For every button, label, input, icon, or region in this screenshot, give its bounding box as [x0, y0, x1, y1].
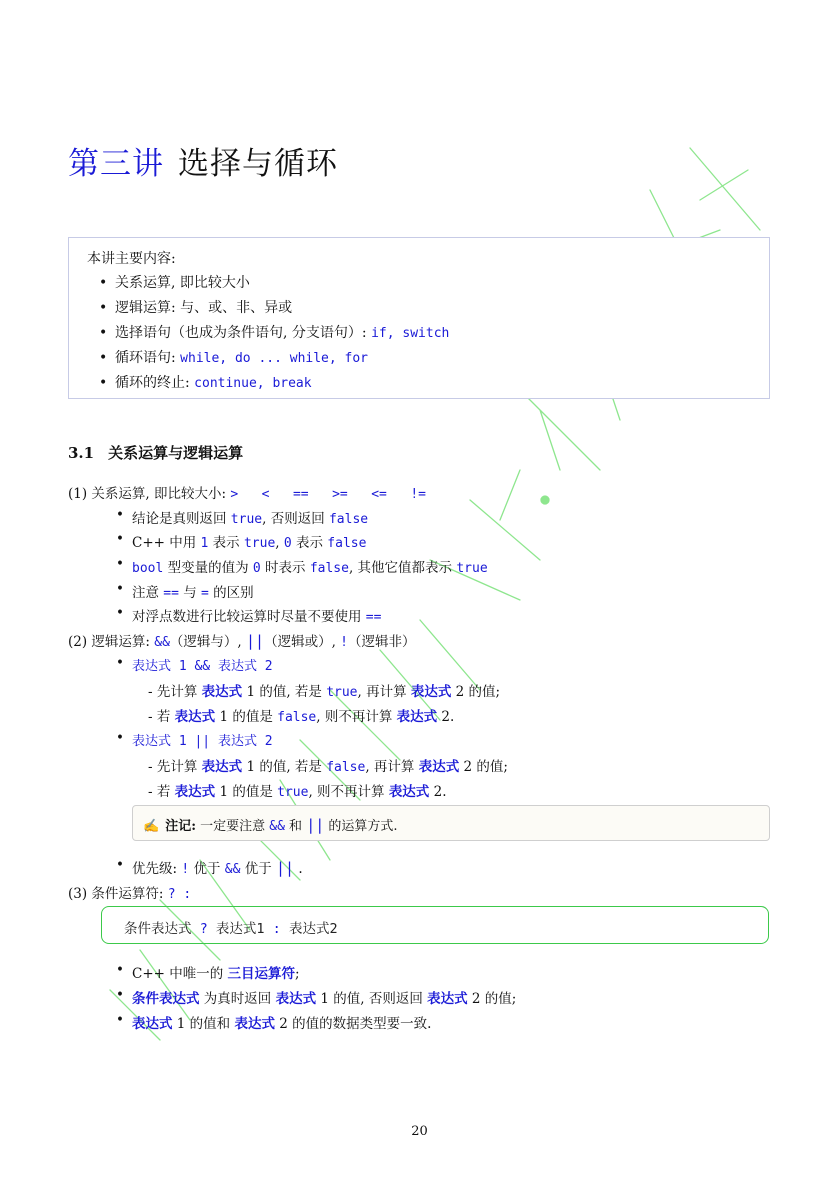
item2-head: (2) 逻辑运算: &&（逻辑与）, ||（逻辑或）, !（逻辑非）: [68, 632, 416, 650]
pen-icon: ✍: [143, 819, 160, 834]
expr-and-step1: - 先计算 表达式 1 的值, 若是 true, 再计算 表达式 2 的值;: [148, 684, 501, 700]
summary-item: • 选择语句（也成为条件语句, 分支语句）: if, switch: [99, 321, 449, 346]
precedence-bullet: • 优先级: ! 优于 && 优于 || .: [116, 857, 303, 877]
summary-item: • 循环语句: while, do ... while, for: [99, 346, 449, 371]
item1-head: (1) 关系运算, 即比较大小: > < == >= <= !=: [68, 486, 427, 502]
summary-title: 本讲主要内容:: [87, 251, 176, 267]
chapter-number: 第三讲: [68, 146, 164, 182]
summary-item: • 关系运算, 即比较大小: [99, 271, 449, 296]
chapter-heading: [68, 138, 338, 183]
section-heading: [68, 442, 243, 463]
item3-head: (3) 条件运算符: ? :: [68, 886, 192, 902]
item3-bullet: • 条件表达式 为真时返回 表达式 1 的值, 否则返回 表达式 2 的值;: [116, 987, 516, 1007]
note-box: ✍ 注记: 一定要注意 && 和 || 的运算方式.: [132, 805, 770, 841]
note-label: 注记:: [165, 819, 196, 834]
conditional-syntax-box: 条件表达式 ? 表达式1 : 表达式2: [101, 906, 769, 944]
item3-bullet: • C++ 中唯一的 三目运算符;: [116, 962, 300, 982]
chapter-title: 选择与循环: [178, 146, 338, 182]
expr-or-step1: - 先计算 表达式 1 的值, 若是 false, 再计算 表达式 2 的值;: [148, 759, 508, 775]
section-number: 3.1: [68, 444, 95, 462]
summary-box: [68, 237, 770, 399]
section-title: 关系运算与逻辑运算: [108, 444, 244, 462]
item1-bullet: • 对浮点数进行比较运算时尽量不要使用 ==: [116, 605, 381, 625]
summary-list: [99, 271, 449, 396]
expr-and-step2: - 若 表达式 1 的值是 false, 则不再计算 表达式 2.: [148, 709, 455, 725]
item3-bullet: • 表达式 1 的值和 表达式 2 的值的数据类型要一致.: [116, 1012, 431, 1032]
expr-or-bullet: • 表达式 1 || 表达式 2: [116, 730, 273, 749]
summary-item: • 循环的终止: continue, break: [99, 371, 449, 396]
expr-or-step2: - 若 表达式 1 的值是 true, 则不再计算 表达式 2.: [148, 784, 447, 800]
item1-bullet: • 结论是真则返回 true, 否则返回 false: [116, 507, 368, 527]
item1-bullet: • bool 型变量的值为 0 时表示 false, 其他它值都表示 true: [116, 556, 488, 576]
item1-bullet: • C++ 中用 1 表示 true, 0 表示 false: [116, 531, 366, 551]
page-number: 20: [411, 1124, 428, 1139]
expr-and-bullet: • 表达式 1 && 表达式 2: [116, 655, 273, 674]
summary-item: • 逻辑运算: 与、或、非、异或: [99, 296, 449, 321]
item1-bullet: • 注意 == 与 = 的区别: [116, 581, 254, 601]
